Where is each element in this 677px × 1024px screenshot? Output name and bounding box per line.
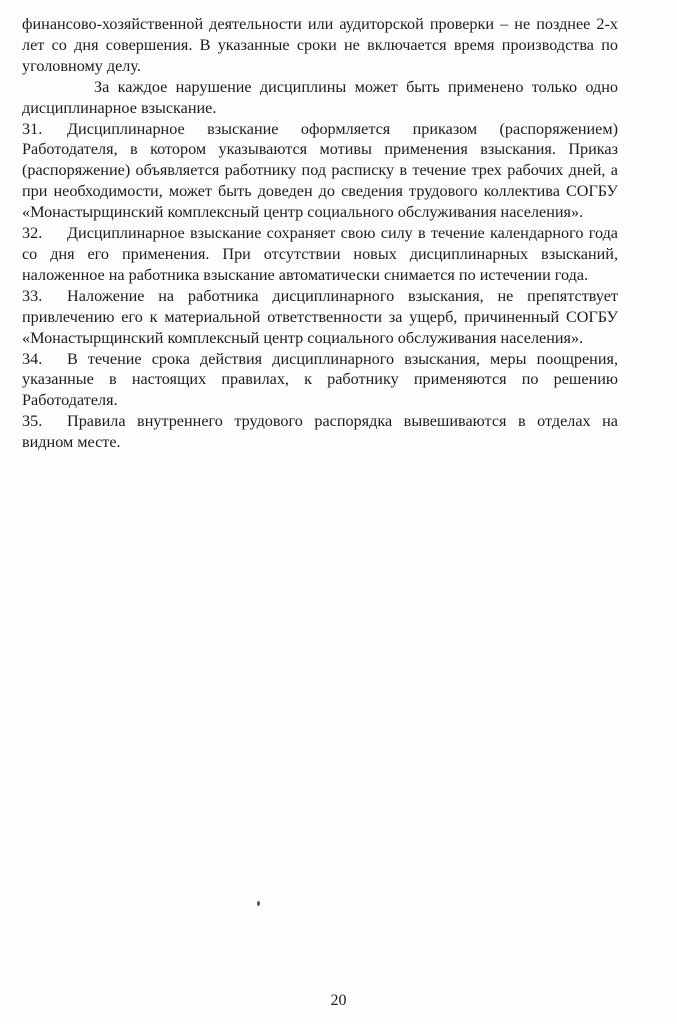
item-text: Дисциплинарное взыскание сохраняет свою силу в течение календарного года со дня его применения. При отсутствии новых дисциплинарных взысканий, наложенное на работника взыскание автоматически снимается по истечении года. xyxy=(22,224,618,284)
document-body xyxy=(22,14,618,453)
item-32 xyxy=(22,223,618,286)
item-text: Наложение на работника дисциплинарного взыскания, не препятствует привлечению его к материальной ответственности за ущерб, причиненный СОГБУ «Монастырщинский комплексный центр социального обслуживания населения». xyxy=(22,286,618,347)
scan-speck xyxy=(257,901,260,906)
item-number: 31. xyxy=(22,119,43,138)
item-33 xyxy=(22,286,618,349)
item-number: 35. xyxy=(22,412,43,431)
item-number: 34. xyxy=(22,349,43,368)
item-text: Дисциплинарное взыскание оформляется приказом (распоряжением) Работодателя, в котором указываются мотивы применения взыскания. Приказ (распоряжение) объявляется работнику под расписку в течение трех рабочих дней, а при необходимости, может быть доведен до сведения трудового коллектива СОГБУ «Монастырщинский комплексный центр социального обслуживания населения». xyxy=(22,119,618,222)
single-penalty-paragraph: За каждое нарушение дисциплины может быть применено только одно дисциплинарное взыскание. xyxy=(22,77,618,117)
item-number: 32. xyxy=(22,224,43,243)
item-31 xyxy=(22,119,618,224)
page-number: 20 xyxy=(330,992,347,1009)
item-number: 33. xyxy=(22,286,43,305)
item-text: В течение срока действия дисциплинарного взыскания, меры поощрения, указанные в настоящих правилах, к работнику применяются по решению Работодателя. xyxy=(22,349,618,410)
item-35 xyxy=(22,411,618,453)
continuation-paragraph: финансово-хозяйственной деятельности или аудиторской проверки – не позднее 2-х лет со дня совершения. В указанные сроки не включается время производства по уголовному делу. xyxy=(22,15,618,75)
item-34 xyxy=(22,349,618,412)
item-text: Правила внутреннего трудового распорядка вывешиваются в отделах на видном месте. xyxy=(22,412,618,452)
